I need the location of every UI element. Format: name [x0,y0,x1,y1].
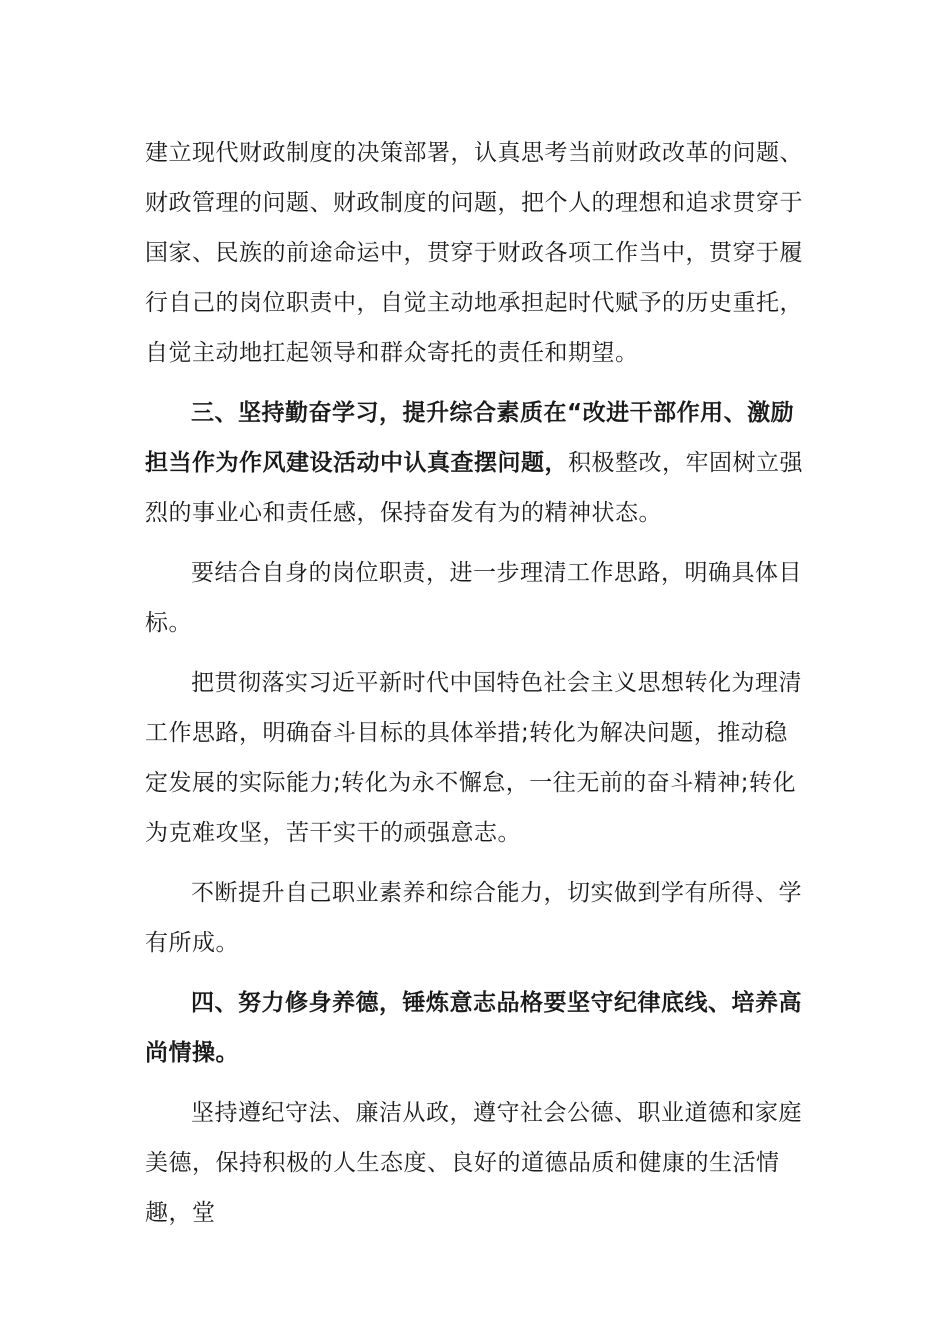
section-three-heading: 三、坚持勤奋学习，提升综合素质在“改进干部作用、激励担当作为作风建设活动中认真查摆问题， [145,400,795,476]
section-four-heading: 四、努力修身养德，锤炼意志品格要坚守纪律底线、培养高尚情操。 [145,990,802,1066]
paragraph-implementation: 把贯彻落实习近平新时代中国特色社会主义思想转化为理清工作思路，明确奋斗目标的具体举措;转化为解决问题，推动稳定发展的实际能力;转化为永不懈怠，一往无前的奋斗精神;转化为克难攻坚，苦干实干的顽强意志。 [145,670,802,846]
section-three-text: 积极整改，牢固树立强烈的事业心和责任感，保持奋发有为的精神状态。 [145,450,803,526]
section-three-paragraph [145,388,805,538]
paragraph-goals: 要结合自身的岗位职责，进一步理清工作思路，明确具体目标。 [145,560,802,636]
paragraph-continuation: 建立现代财政制度的决策部署，认真思考当前财政改革的问题、财政管理的问题、财政制度的问题，把个人的理想和追求贯穿于国家、民族的前途命运中，贯穿于财政各项工作当中，贯穿于履行自己的岗位职责中，自觉主动地承担起时代赋予的历史重托，自觉主动地扛起领导和群众寄托的责任和期望。 [145,140,803,366]
paragraph-improvement: 不断提升自己职业素养和综合能力，切实做到学有所得、学有所成。 [145,880,802,956]
document-body [145,128,805,1248]
paragraph-discipline: 坚持遵纪守法、廉洁从政，遵守社会公德、职业道德和家庭美德，保持积极的人生态度、良好的道德品质和健康的生活情趣，堂 [145,1100,802,1226]
